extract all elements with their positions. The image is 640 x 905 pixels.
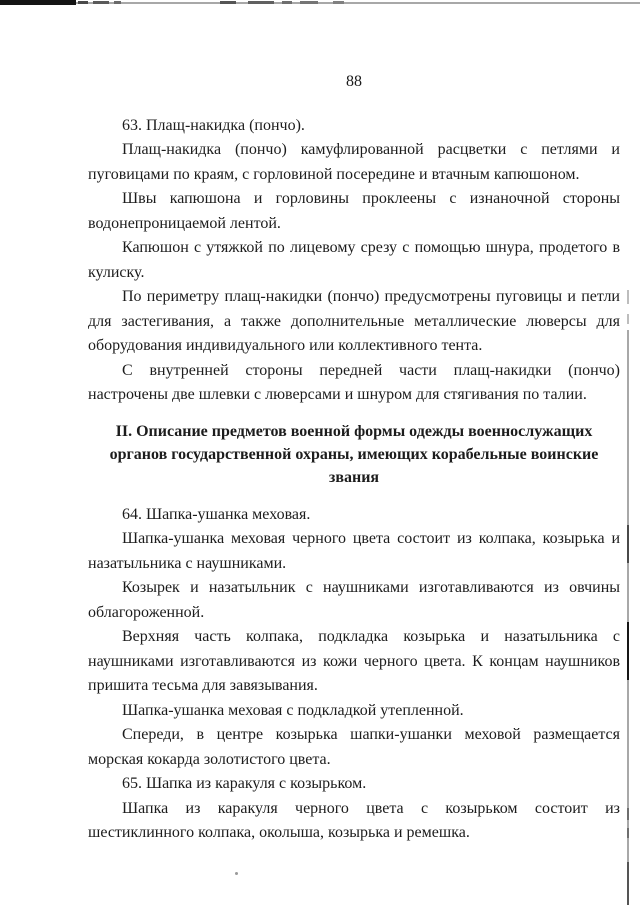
paragraph: Шапка из каракуля черного цвета с козырьком состоит из шестиклинного колпака, околыша, козырька и ремешка. [88, 799, 620, 841]
scan-artifact-top-dash [333, 1, 344, 4]
paragraph: Капюшон с утяжкой по лицевому срезу с помощью шнура, продетого в кулиску. [88, 239, 620, 281]
scan-artifact-right-dash [627, 862, 629, 905]
page-number: 88 [346, 73, 362, 90]
scan-artifact-top-dash [114, 1, 121, 4]
scan-artifact-top-dash [220, 1, 236, 4]
paragraph: Шапка-ушанка меховая черного цвета состоит из колпака, козырька и назатыльника с наушниками. [88, 530, 620, 572]
scan-artifact-top-dash [93, 1, 109, 4]
paragraph: 63. Плащ-накидка (пончо). [122, 116, 305, 134]
document-blocks [88, 114, 620, 846]
scan-artifact-top-dash [300, 1, 318, 4]
scan-artifact-top-black-bar [0, 0, 76, 5]
scan-artifact-top-dash [78, 1, 88, 4]
section-heading: II. Описание предметов военной формы одежды военнослужащих органов государственной охраны, имеющих корабельные воинские звания [109, 422, 599, 486]
paragraph: 65. Шапка из каракуля с козырьком. [122, 775, 367, 792]
paragraph: Спереди, в центре козырька шапки-ушанки меховой размещается морская кокарда золотистого цвета. [88, 726, 620, 768]
paragraph: Верхняя часть колпака, подкладка козырька и назатыльника с наушниками изготавливаются из кожи черного цвета. К концам наушников пришита тесьма для завязывания. [88, 628, 620, 694]
scan-artifact-top-dash [248, 1, 274, 4]
scan-artifact-top-dash [282, 1, 292, 4]
paragraph: Швы капюшона и горловины проклеены с изнаночной стороны водонепроницаемой лентой. [88, 190, 620, 232]
scan-artifact-right-dash [627, 525, 629, 563]
paragraph: 64. Шапка-ушанка меховая. [122, 505, 311, 523]
scan-artifact-right-dash [627, 828, 629, 838]
scan-artifact-right-line [627, 330, 629, 905]
paragraph: Шапка-ушанка меховая с подкладкой утепленной. [122, 701, 464, 719]
document-body [88, 70, 620, 846]
scan-artifact-top-line [0, 2, 640, 4]
scan-artifact-right-dash [627, 314, 629, 324]
scan-artifact-right-dash [627, 808, 629, 820]
paragraph: Плащ-накидка (пончо) камуфлированной расцветки с петлями и пуговицами по краям, с горловиной посередине и втачным капюшоном. [88, 141, 620, 183]
paragraph: По периметру плащ-накидки (пончо) предусмотрены пуговицы и петли для застегивания, а также дополнительные металлические люверсы для оборудования индивидуального или коллективного тента. [88, 288, 620, 354]
scan-artifact-right-dash [627, 622, 629, 680]
scan-artifact-right-dash [627, 290, 629, 304]
paragraph: Козырек и назатыльник с наушниками изготавливаются из овчины облагороженной. [88, 579, 620, 621]
paragraph: С внутренней стороны передней части плащ-накидки (пончо) настрочены две шлевки с люверсами и шнуром для стягивания по талии. [88, 361, 620, 403]
scan-artifact-speck [235, 872, 238, 875]
